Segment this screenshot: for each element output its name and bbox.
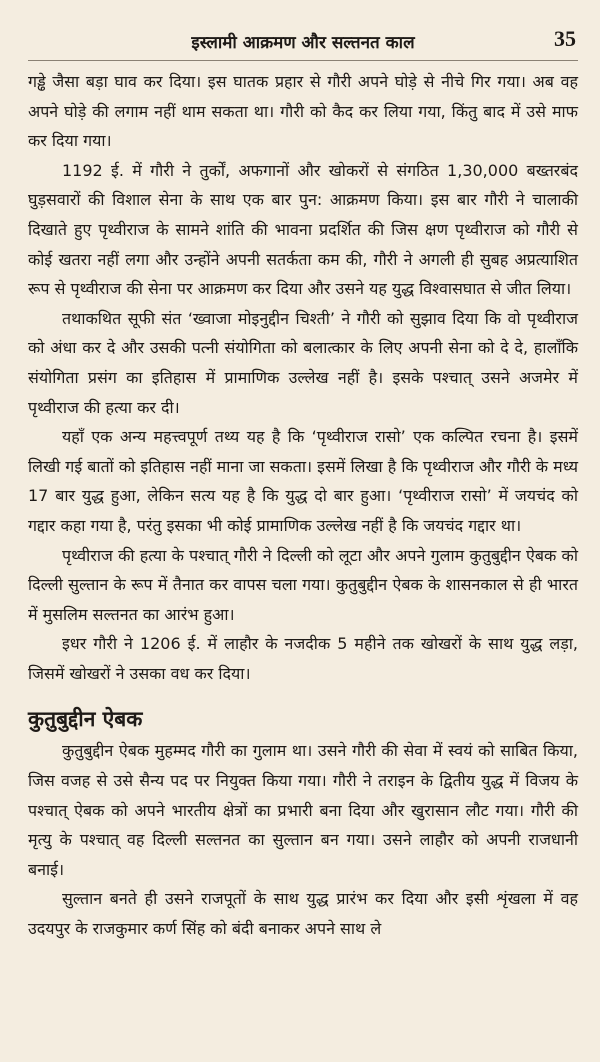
paragraph: इधर गौरी ने 1206 ई. में लाहौर के नजदीक 5 महीने तक खोखरों के साथ युद्ध लड़ा, जिसमें खोखरों ने उसका वध कर दिया। bbox=[28, 634, 578, 683]
paragraph: यहाँ एक अन्य महत्त्वपूर्ण तथ्य यह है कि ‘पृथ्वीराज रासो’ एक कल्पित रचना है। इसमें लिखी गई बातों को इतिहास नहीं माना जा सकता। इसमें लिखा है कि पृथ्वीराज और गौरी के मध्य 17 बार युद्ध हुआ, लेकिन सत्य यह है कि युद्ध दो बार हुआ। ‘पृथ्वीराज रासो’ में जयचंद को गद्दार कहा गया है, परंतु इसका भी कोई प्रामाणिक उल्लेख नहीं है कि जयचंद गद्दार था। bbox=[28, 427, 578, 535]
paragraph: पृथ्वीराज की हत्या के पश्चात् गौरी ने दिल्ली को लूटा और अपने गुलाम कुतुबुद्दीन ऐबक को दिल्ली सुल्तान के रूप में तैनात कर वापस चला गया। कुतुबुद्दीन ऐबक के शासनकाल से ही भारत में मुसलिम सल्तनत का आरंभ हुआ। bbox=[28, 545, 578, 624]
page-number: 35 bbox=[554, 26, 576, 51]
paragraph: गड्ढे जैसा बड़ा घाव कर दिया। इस घातक प्रहार से गौरी अपने घोड़े से नीचे गिर गया। अब वह अपने घोड़े की लगाम नहीं थाम सकता था। गौरी को कैद कर लिया गया, किंतु बाद में उसे माफ कर दिया गया। bbox=[28, 72, 578, 151]
paragraph: कुतुबुद्दीन ऐबक मुहम्मद गौरी का गुलाम था। उसने गौरी की सेवा में स्वयं को साबित किया, जिस वजह से उसे सैन्य पद पर नियुक्त किया गया। गौरी ने तराइन के द्वितीय युद्ध में विजय के पश्चात् ऐबक को अपने भारतीय क्षेत्रों का प्रभारी बना दिया और खुरासान लौट गया। गौरी की मृत्यु के पश्चात् वह दिल्ली सल्तनत का सुल्तान बन गया। उसने लाहौर को अपनी राजधानी बनाई। bbox=[28, 741, 578, 879]
paragraph: तथाकथित सूफी संत ‘ख्वाजा मोइनुद्दीन चिश्ती’ ने गौरी को सुझाव दिया कि वो पृथ्वीराज को अंधा कर दे और उसकी पत्नी संयोगिता को बलात्कार के लिए अपनी सेना को दे दे, हालाँकि संयोगिता प्रसंग का इतिहास में प्रामाणिक उल्लेख नहीं है। इसके पश्चात् उसने अजमेर में पृथ्वीराज की हत्या कर दी। bbox=[28, 308, 578, 417]
section-heading: कुतुबुद्दीन ऐबक bbox=[28, 707, 143, 732]
page-header bbox=[28, 0, 578, 61]
paragraph: 1192 ई. में गौरी ने तुर्कों, अफगानों और खोकरों से संगठित 1,30,000 बख्तरबंद घुड़सवारों की विशाल सेना के साथ एक बार पुन: आक्रमण किया। इस बार गौरी ने चालाकी दिखाते हुए पृथ्वीराज के सामने शांति की भावना प्रदर्शित की जिस क्षण पृथ्वीराज को गौरी से कोई खतरा नहीं लगा और उन्होंने अपनी सतर्कता कम की, गौरी ने अगली ही सुबह अप्रत्याशित रूप से पृथ्वीराज की सेना पर आक्रमण कर दिया और उसने यह युद्ध विश्वासघात से जीत लिया। bbox=[28, 160, 578, 299]
body-text bbox=[28, 67, 578, 944]
running-title: इस्लामी आक्रमण और सल्तनत काल bbox=[191, 33, 415, 53]
paragraph: सुल्तान बनते ही उसने राजपूतों के साथ युद्ध प्रारंभ कर दिया और इसी शृंखला में वह उदयपुर के राजकुमार कर्ण सिंह को बंदी बनाकर अपने साथ ले bbox=[28, 889, 578, 939]
